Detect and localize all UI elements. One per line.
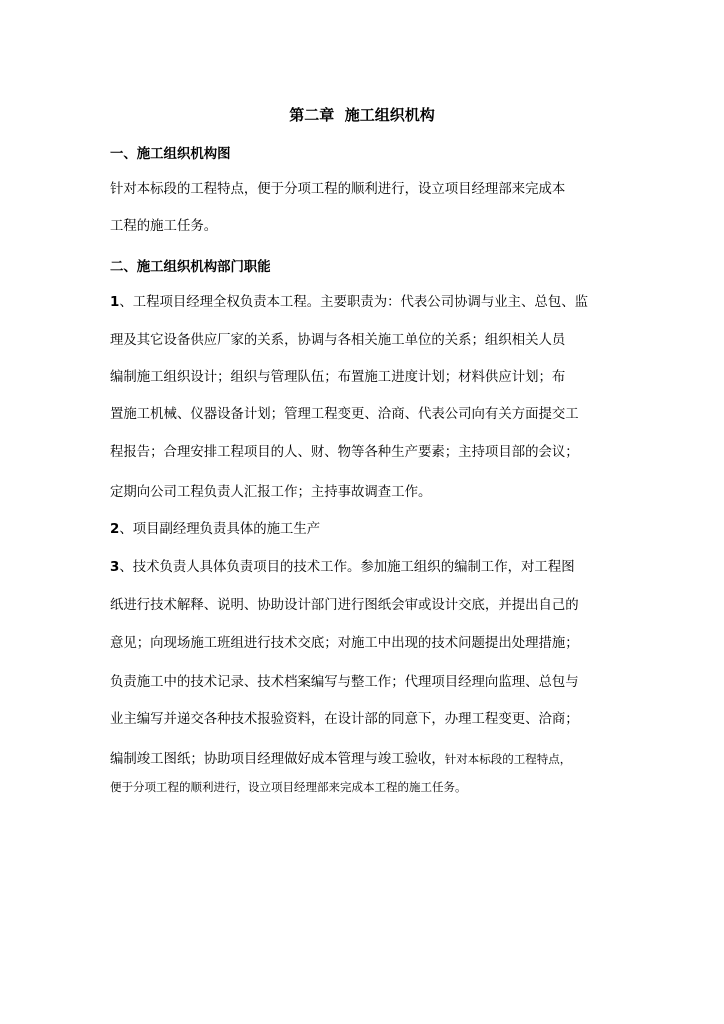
- item-3-tail-small: 针对本标段的工程特点，: [444, 752, 572, 766]
- item-2-line: [110, 520, 320, 540]
- item-1-line-2: 理及其它设备供应厂家的关系，协调与各相关施工单位的关系；组织相关人员: [110, 333, 566, 348]
- section-1-line-1: 针对本标段的工程特点，便于分项工程的顺利进行，设立项目经理部来完成本: [110, 182, 566, 197]
- section-1-line-2: 工程的施工任务。: [110, 219, 218, 234]
- item-3-text-6: 编制竣工图纸；协助项目经理做好成本管理与竣工验收，: [110, 752, 445, 767]
- item-1-line-3: 编制施工组织设计；组织与管理队伍；布置施工进度计划；材料供应计划；布: [110, 370, 566, 385]
- item-3-line-1: [110, 558, 575, 578]
- item-3-line-4: 负责施工中的技术记录、技术档案编写与整工作；代理项目经理向监理、总包与: [110, 675, 579, 690]
- item-3-line-2: 纸进行技术解释、说明、协助设计部门进行图纸会审或设计交底，并提出自己的: [110, 598, 579, 613]
- item-1-text-1: 、工程项目经理全权负责本工程。主要职责为：代表公司协调与业主、总包、监: [119, 295, 588, 310]
- item-3-line-3: 意见；向现场施工班组进行技术交底；对施工中出现的技术问题提出处理措施；: [110, 636, 579, 651]
- item-3-text-1: 、技术负责人具体负责项目的技术工作。参加施工组织的编制工作，对工程图: [119, 560, 575, 575]
- item-1-number: 1: [110, 295, 120, 310]
- item-3-number: 3: [110, 560, 120, 575]
- item-2-text: 、项目副经理负责具体的施工生产: [119, 522, 321, 537]
- item-2-number: 2: [110, 522, 120, 537]
- chapter-title: 第二章 施工组织机构: [289, 106, 435, 124]
- item-3-last-line: 便于分项工程的顺利进行，设立项目经理部来完成本工程的施工任务。: [110, 780, 467, 794]
- item-3-line-5: 业主编写并递交各种技术报验资料，在设计部的同意下，办理工程变更、洽商；: [110, 712, 579, 727]
- item-1-line-4: 置施工机械、仪器设备计划；管理工程变更、洽商、代表公司向有关方面提交工: [110, 407, 579, 422]
- item-1-line-1: [110, 293, 588, 313]
- item-3-line-6: [110, 749, 571, 770]
- section-1-heading: 一、施工组织机构图: [110, 147, 231, 162]
- item-1-line-6: 定期向公司工程负责人汇报工作；主持事故调查工作。: [110, 485, 432, 500]
- section-2-heading: 二、施工组织机构部门职能: [110, 260, 271, 275]
- item-1-line-5: 程报告；合理安排工程项目的人、财、物等各种生产要素；主持项目部的会议；: [110, 445, 579, 460]
